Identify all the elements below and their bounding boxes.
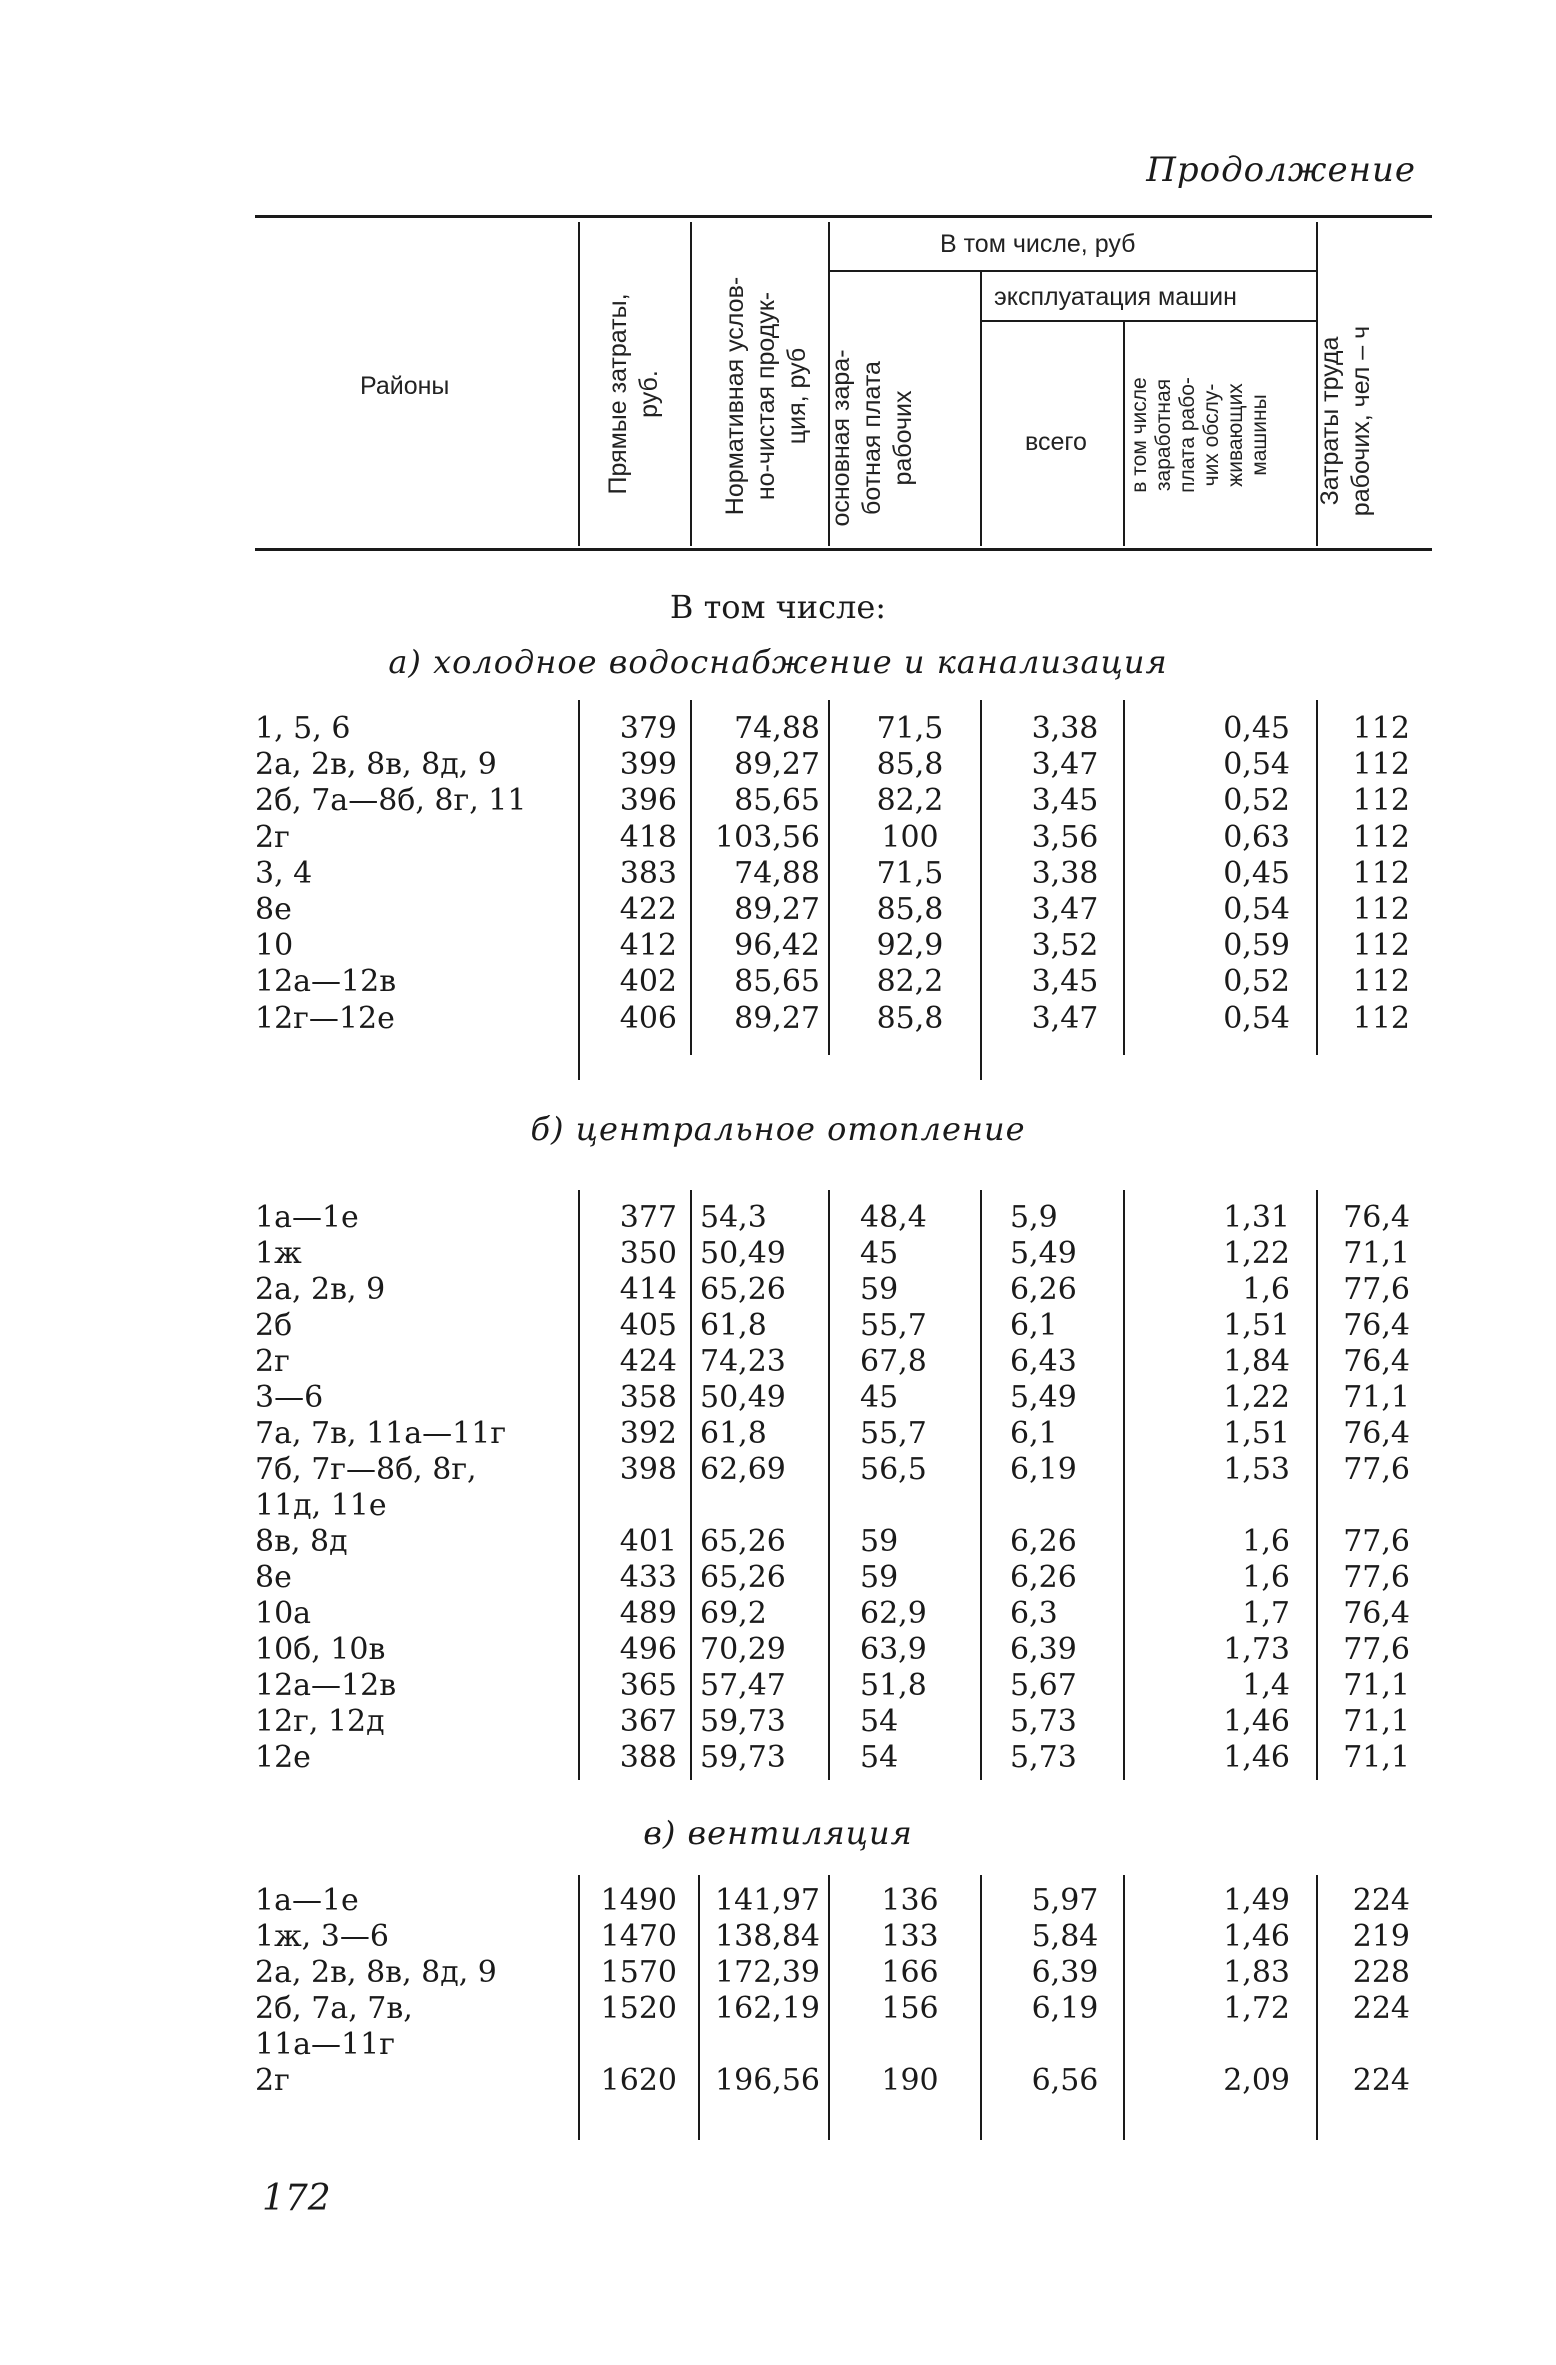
cell-pryamye: 367: [619, 1704, 677, 1739]
cell-rayon: 12а—12в: [255, 1668, 397, 1703]
table-row: [0, 1596, 1556, 1632]
table-row: [0, 1919, 1556, 1955]
cell-rayon: 2г: [255, 819, 290, 855]
cell-rayon: 8е: [255, 892, 292, 927]
cell-rayon: 1ж, 3—6: [255, 1919, 389, 1954]
cell-ekspl-zarplata: 2,09: [1223, 2063, 1290, 2098]
cell-zatraty-truda: 71,1: [1343, 1380, 1410, 1415]
page-number: 172: [262, 2178, 331, 2219]
table-row: [0, 928, 1556, 964]
cell-normativnaya: 70,29: [700, 1632, 786, 1667]
cell-osnovnaya: 190: [881, 2063, 939, 2098]
cell-osnovnaya: 51,8: [860, 1668, 927, 1703]
cell-osnovnaya: 85,8: [876, 892, 944, 927]
table-row: [0, 1704, 1556, 1740]
cell-zatraty-truda: 112: [1352, 783, 1410, 819]
header-subrule-v-tom-chisle: [828, 270, 1316, 272]
cell-zatraty-truda: 71,1: [1343, 1668, 1410, 1703]
cell-normativnaya: 74,88: [734, 855, 820, 891]
cell-pryamye: 1490: [600, 1883, 677, 1918]
cell-ekspl-vsego: 5,49: [1010, 1236, 1077, 1271]
cell-normativnaya: 89,27: [734, 1000, 820, 1036]
cell-ekspl-zarplata: 1,22: [1223, 1380, 1290, 1415]
table-row: [0, 1524, 1556, 1560]
table-row: [0, 783, 1556, 819]
cell-ekspl-zarplata: 0,52: [1223, 783, 1290, 819]
cell-osnovnaya: 71,5: [876, 855, 944, 891]
cell-pryamye: 388: [619, 1740, 677, 1775]
cell-osnovnaya: 54: [860, 1704, 899, 1739]
cell-rayon: 2а, 2в, 8в, 8д, 9: [255, 1955, 497, 1990]
cell-normativnaya: 74,23: [700, 1344, 786, 1379]
header-top-rule: [255, 215, 1432, 218]
cell-rayon: 10: [255, 928, 294, 964]
cell-pryamye: 379: [619, 711, 677, 746]
cell-normativnaya: 61,8: [700, 1416, 767, 1451]
cell-pryamye: 392: [619, 1416, 677, 1451]
section-c-title: в) вентиляция: [643, 1814, 913, 1852]
cell-ekspl-vsego: 6,19: [1031, 1991, 1099, 2026]
cell-ekspl-vsego: 3,38: [1031, 855, 1099, 891]
cell-pryamye: 418: [619, 819, 677, 855]
cell-normativnaya: 59,73: [700, 1704, 786, 1739]
cell-ekspl-zarplata: 1,7: [1242, 1596, 1290, 1631]
cell-ekspl-zarplata: 1,6: [1242, 1272, 1290, 1307]
cell-normativnaya: 50,49: [700, 1380, 786, 1415]
table-row: [0, 1344, 1556, 1380]
cell-pryamye: 414: [619, 1272, 677, 1307]
section-a-title: а) холодное водоснабжение и канализация: [388, 643, 1168, 681]
cell-rayon: 2б, 7а, 7в,: [255, 1991, 413, 2026]
table-row: [0, 711, 1556, 747]
table-row: [0, 1452, 1556, 1488]
cell-osnovnaya: 54: [860, 1740, 899, 1775]
cell-rayon: 2б: [255, 1308, 293, 1343]
cell-rayon: 11а—11г: [255, 2027, 395, 2062]
cell-normativnaya: 65,26: [700, 1524, 786, 1559]
table-row: [0, 1740, 1556, 1776]
cell-pryamye: 1470: [600, 1919, 677, 1954]
cell-normativnaya: 138,84: [715, 1919, 820, 1954]
cell-osnovnaya: 67,8: [860, 1344, 927, 1379]
cell-ekspl-vsego: 6,56: [1031, 2063, 1099, 2098]
cell-normativnaya: 74,88: [734, 711, 820, 746]
cell-pryamye: 350: [619, 1236, 677, 1271]
table-row: [0, 2027, 1556, 2063]
cell-ekspl-zarplata: 1,83: [1223, 1955, 1290, 1990]
cell-ekspl-vsego: 3,56: [1031, 819, 1099, 855]
table-row: [0, 747, 1556, 783]
cell-rayon: 2а, 2в, 9: [255, 1272, 386, 1307]
cell-normativnaya: 141,97: [715, 1883, 820, 1918]
cell-normativnaya: 65,26: [700, 1560, 786, 1595]
cell-pryamye: 383: [619, 855, 677, 891]
table-row: [0, 1001, 1556, 1037]
cell-ekspl-zarplata: 1,46: [1223, 1704, 1290, 1739]
table-row: [0, 1416, 1556, 1452]
cell-ekspl-zarplata: 1,51: [1223, 1308, 1290, 1343]
cell-zatraty-truda: 76,4: [1343, 1200, 1410, 1235]
cell-pryamye: 1620: [600, 2063, 677, 2098]
cell-osnovnaya: 55,7: [860, 1308, 927, 1343]
cell-rayon: 1а—1е: [255, 1883, 359, 1918]
cell-normativnaya: 103,56: [715, 819, 820, 855]
cell-rayon: 12г—12е: [255, 1000, 395, 1036]
table-row: [0, 1380, 1556, 1416]
section-b-title: б) центральное отопление: [530, 1110, 1026, 1148]
cell-normativnaya: 172,39: [715, 1955, 820, 1990]
cell-zatraty-truda: 76,4: [1343, 1596, 1410, 1631]
cell-ekspl-zarplata: 1,6: [1242, 1524, 1290, 1559]
cell-ekspl-vsego: 6,39: [1010, 1632, 1077, 1667]
cell-osnovnaya: 71,5: [876, 711, 944, 746]
cell-pryamye: 1570: [600, 1955, 677, 1990]
cell-rayon: 12г, 12д: [255, 1704, 385, 1739]
cell-ekspl-zarplata: 1,49: [1223, 1883, 1290, 1918]
cell-normativnaya: 89,27: [734, 747, 820, 783]
header-normativnaya-produktsiya: Нормативная услов- но-чистая продук- ция, руб: [721, 276, 811, 516]
cell-rayon: 12е: [255, 1740, 311, 1775]
cell-pryamye: 489: [619, 1596, 677, 1631]
cell-pryamye: 412: [619, 928, 677, 964]
continuation-label: Продолжение: [1146, 150, 1416, 190]
cell-pryamye: 401: [619, 1524, 677, 1559]
cell-pryamye: 422: [619, 892, 677, 927]
cell-osnovnaya: 45: [860, 1380, 899, 1415]
cell-ekspl-zarplata: 0,45: [1223, 711, 1290, 746]
table-row: [0, 1955, 1556, 1991]
header-zarplata-obsluzhivayushchikh: в том числе заработная плата рабо- чих обслу- живающих машины: [1128, 377, 1271, 493]
cell-ekspl-zarplata: 1,6: [1242, 1560, 1290, 1595]
cell-ekspl-vsego: 6,3: [1010, 1596, 1058, 1631]
cell-zatraty-truda: 228: [1352, 1955, 1410, 1990]
cell-zatraty-truda: 112: [1352, 819, 1410, 855]
cell-zatraty-truda: 224: [1352, 2063, 1410, 2098]
cell-osnovnaya: 48,4: [860, 1200, 927, 1235]
cell-zatraty-truda: 71,1: [1343, 1236, 1410, 1271]
cell-zatraty-truda: 112: [1352, 747, 1410, 783]
cell-zatraty-truda: 112: [1352, 1000, 1410, 1036]
cell-zatraty-truda: 77,6: [1343, 1272, 1410, 1307]
cell-rayon: 11д, 11е: [255, 1488, 387, 1523]
cell-ekspl-vsego: 6,39: [1031, 1955, 1099, 1990]
header-osnovnaya-zarplata: основная зара- ботная плата рабочих: [827, 349, 917, 527]
table-row: [0, 1883, 1556, 1919]
cell-pryamye: 396: [619, 783, 677, 819]
cell-pryamye: 496: [619, 1632, 677, 1667]
cell-ekspl-zarplata: 0,59: [1223, 928, 1290, 964]
cell-zatraty-truda: 76,4: [1343, 1416, 1410, 1451]
cell-zatraty-truda: 112: [1352, 855, 1410, 891]
cell-pryamye: 365: [619, 1668, 677, 1703]
cell-osnovnaya: 156: [881, 1991, 939, 2026]
cell-zatraty-truda: 77,6: [1343, 1560, 1410, 1595]
cell-osnovnaya: 63,9: [860, 1632, 927, 1667]
cell-osnovnaya: 85,8: [876, 1000, 944, 1036]
cell-osnovnaya: 82,2: [876, 964, 944, 1000]
cell-rayon: 1а—1е: [255, 1200, 359, 1235]
cell-ekspl-vsego: 5,49: [1010, 1380, 1077, 1415]
header-vsego: всего: [1025, 428, 1087, 456]
cell-ekspl-vsego: 6,26: [1010, 1560, 1077, 1595]
cell-normativnaya: 59,73: [700, 1740, 786, 1775]
cell-zatraty-truda: 224: [1352, 1883, 1410, 1918]
cell-ekspl-zarplata: 1,53: [1223, 1452, 1290, 1487]
cell-rayon: 10а: [255, 1596, 312, 1631]
cell-pryamye: 433: [619, 1560, 677, 1595]
cell-ekspl-vsego: 5,97: [1031, 1883, 1099, 1918]
cell-normativnaya: 89,27: [734, 892, 820, 927]
cell-zatraty-truda: 112: [1352, 892, 1410, 927]
cell-ekspl-vsego: 6,1: [1010, 1416, 1058, 1451]
table-row: [0, 964, 1556, 1000]
cell-rayon: 10б, 10в: [255, 1632, 386, 1667]
cell-ekspl-zarplata: 1,4: [1242, 1668, 1290, 1703]
cell-rayon: 1ж: [255, 1236, 302, 1271]
cell-ekspl-zarplata: 1,84: [1223, 1344, 1290, 1379]
cell-ekspl-vsego: 5,73: [1010, 1704, 1077, 1739]
cell-rayon: 2г: [255, 2063, 290, 2098]
cell-normativnaya: 85,65: [734, 964, 820, 1000]
table-row: [0, 1236, 1556, 1272]
header-zatraty-truda: Затраты труда рабочих, чел – ч: [1316, 325, 1375, 517]
cell-ekspl-vsego: 6,26: [1010, 1524, 1077, 1559]
header-rayony: Районы: [360, 372, 450, 400]
cell-ekspl-vsego: 3,45: [1031, 964, 1099, 1000]
cell-normativnaya: 96,42: [734, 928, 820, 964]
cell-rayon: 8в, 8д: [255, 1524, 348, 1559]
cell-pryamye: 402: [619, 964, 677, 1000]
cell-zatraty-truda: 77,6: [1343, 1524, 1410, 1559]
cell-normativnaya: 196,56: [715, 2063, 820, 2098]
table-row: [0, 1488, 1556, 1524]
cell-osnovnaya: 56,5: [860, 1452, 927, 1487]
header-v-tom-chisle-rub: В том числе, руб: [940, 230, 1136, 258]
cell-pryamye: 399: [619, 747, 677, 783]
cell-rayon: 7б, 7г—8б, 8г,: [255, 1452, 477, 1487]
header-vline-1: [578, 222, 580, 546]
cell-pryamye: 398: [619, 1452, 677, 1487]
table-row: [0, 2063, 1556, 2099]
cell-ekspl-zarplata: 0,54: [1223, 892, 1290, 927]
table-row: [0, 856, 1556, 892]
table-row: [0, 1272, 1556, 1308]
table-row: [0, 1668, 1556, 1704]
cell-zatraty-truda: 76,4: [1343, 1344, 1410, 1379]
table-row: [0, 892, 1556, 928]
cell-osnovnaya: 133: [881, 1919, 939, 1954]
cell-ekspl-zarplata: 0,54: [1223, 747, 1290, 783]
cell-rayon: 12а—12в: [255, 964, 397, 1000]
cell-ekspl-vsego: 6,19: [1010, 1452, 1077, 1487]
cell-normativnaya: 85,65: [734, 783, 820, 819]
cell-osnovnaya: 166: [881, 1955, 939, 1990]
v-tom-chisle-label: В том числе:: [669, 588, 887, 626]
cell-ekspl-vsego: 6,1: [1010, 1308, 1058, 1343]
cell-pryamye: 424: [619, 1344, 677, 1379]
cell-rayon: 2а, 2в, 8в, 8д, 9: [255, 747, 497, 783]
cell-zatraty-truda: 71,1: [1343, 1740, 1410, 1775]
cell-normativnaya: 162,19: [715, 1991, 820, 2026]
cell-ekspl-zarplata: 1,73: [1223, 1632, 1290, 1667]
cell-normativnaya: 65,26: [700, 1272, 786, 1307]
table-row: [0, 1991, 1556, 2027]
cell-ekspl-vsego: 3,38: [1031, 711, 1099, 746]
cell-ekspl-vsego: 5,84: [1031, 1919, 1099, 1954]
cell-zatraty-truda: 77,6: [1343, 1632, 1410, 1667]
header-vline-5: [1123, 322, 1125, 546]
cell-ekspl-vsego: 3,47: [1031, 1000, 1099, 1036]
cell-osnovnaya: 62,9: [860, 1596, 927, 1631]
cell-osnovnaya: 45: [860, 1236, 899, 1271]
cell-zatraty-truda: 112: [1352, 928, 1410, 964]
cell-osnovnaya: 100: [881, 819, 939, 855]
cell-ekspl-zarplata: 1,46: [1223, 1740, 1290, 1775]
table-row: [0, 1560, 1556, 1596]
cell-zatraty-truda: 219: [1352, 1919, 1410, 1954]
table-row: [0, 1200, 1556, 1236]
cell-rayon: 8е: [255, 1560, 292, 1595]
cell-ekspl-zarplata: 0,54: [1223, 1000, 1290, 1036]
cell-pryamye: 406: [619, 1000, 677, 1036]
header-vline-4: [980, 272, 982, 546]
cell-zatraty-truda: 77,6: [1343, 1452, 1410, 1487]
cell-ekspl-zarplata: 0,52: [1223, 964, 1290, 1000]
cell-pryamye: 377: [619, 1200, 677, 1235]
cell-ekspl-zarplata: 1,72: [1223, 1991, 1290, 2026]
cell-ekspl-zarplata: 1,31: [1223, 1200, 1290, 1235]
header-vline-2: [690, 222, 692, 546]
header-ekspluatatsiya-mashin: эксплуатация машин: [994, 283, 1237, 311]
cell-ekspl-vsego: 3,52: [1031, 928, 1099, 964]
cell-osnovnaya: 82,2: [876, 783, 944, 819]
cell-normativnaya: 69,2: [700, 1596, 767, 1631]
cell-osnovnaya: 59: [860, 1524, 899, 1559]
cell-osnovnaya: 92,9: [876, 928, 944, 964]
table-row: [0, 1632, 1556, 1668]
cell-rayon: 3—6: [255, 1380, 324, 1415]
cell-normativnaya: 50,49: [700, 1236, 786, 1271]
cell-zatraty-truda: 112: [1352, 711, 1410, 746]
cell-ekspl-vsego: 3,47: [1031, 747, 1099, 783]
cell-rayon: 2б, 7а—8б, 8г, 11: [255, 783, 527, 819]
cell-zatraty-truda: 76,4: [1343, 1308, 1410, 1343]
cell-zatraty-truda: 224: [1352, 1991, 1410, 2026]
cell-pryamye: 405: [619, 1308, 677, 1343]
table-row: [0, 1308, 1556, 1344]
cell-pryamye: 358: [619, 1380, 677, 1415]
cell-normativnaya: 54,3: [700, 1200, 767, 1235]
cell-osnovnaya: 55,7: [860, 1416, 927, 1451]
cell-ekspl-vsego: 5,73: [1010, 1740, 1077, 1775]
cell-zatraty-truda: 112: [1352, 964, 1410, 1000]
cell-ekspl-vsego: 6,43: [1010, 1344, 1077, 1379]
cell-rayon: 7а, 7в, 11а—11г: [255, 1416, 507, 1451]
cell-osnovnaya: 136: [881, 1883, 939, 1918]
cell-ekspl-vsego: 3,45: [1031, 783, 1099, 819]
cell-osnovnaya: 59: [860, 1560, 899, 1595]
cell-normativnaya: 62,69: [700, 1452, 786, 1487]
cell-ekspl-vsego: 5,9: [1010, 1200, 1058, 1235]
cell-ekspl-zarplata: 1,22: [1223, 1236, 1290, 1271]
cell-rayon: 1, 5, 6: [255, 711, 351, 746]
cell-ekspl-vsego: 3,47: [1031, 892, 1099, 927]
cell-ekspl-zarplata: 0,63: [1223, 819, 1290, 855]
cell-normativnaya: 57,47: [700, 1668, 786, 1703]
cell-ekspl-vsego: 5,67: [1010, 1668, 1077, 1703]
cell-osnovnaya: 85,8: [876, 747, 944, 783]
cell-zatraty-truda: 71,1: [1343, 1704, 1410, 1739]
table-row: [0, 820, 1556, 856]
cell-rayon: 3, 4: [255, 855, 313, 891]
cell-ekspl-zarplata: 0,45: [1223, 855, 1290, 891]
header-pryamye-zatraty: Прямые затраты, руб.: [604, 293, 663, 495]
cell-osnovnaya: 59: [860, 1272, 899, 1307]
cell-rayon: 2г: [255, 1344, 290, 1379]
cell-normativnaya: 61,8: [700, 1308, 767, 1343]
cell-ekspl-zarplata: 1,51: [1223, 1416, 1290, 1451]
cell-ekspl-zarplata: 1,46: [1223, 1919, 1290, 1954]
cell-pryamye: 1520: [600, 1991, 677, 2026]
header-subrule-ekspluatatsiya: [980, 320, 1316, 322]
cell-ekspl-vsego: 6,26: [1010, 1272, 1077, 1307]
